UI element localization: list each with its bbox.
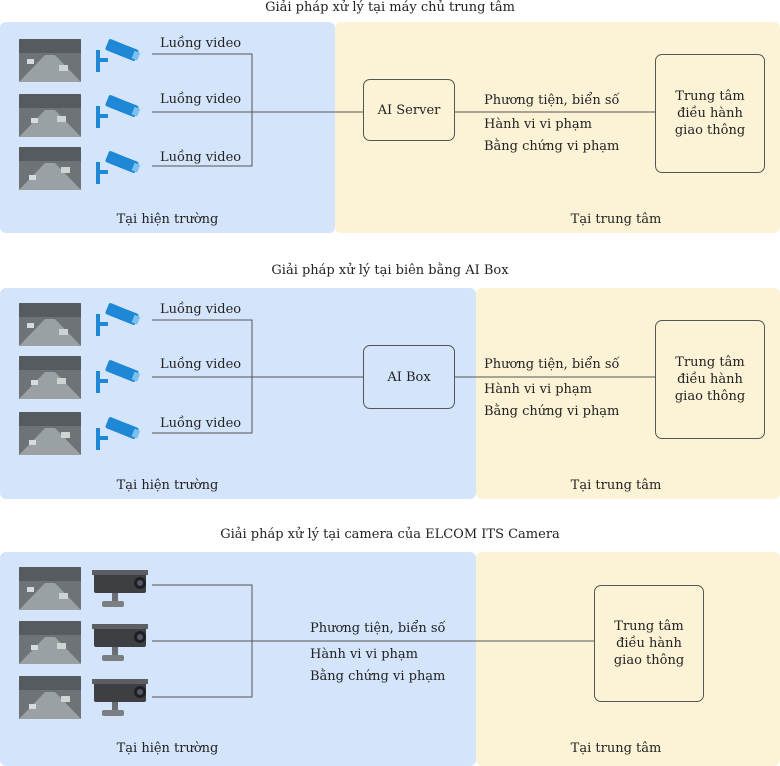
- stream-label: Luồng video: [160, 36, 242, 51]
- output-label: Bằng chứng vi phạm: [484, 139, 620, 154]
- field-label: Tại hiện trường: [116, 478, 219, 493]
- its-box-camera-icon: [88, 676, 152, 724]
- traffic-control-center-box: Trung tâm điều hành giao thông: [655, 320, 765, 439]
- output-label: Hành vi vi phạm: [310, 647, 419, 662]
- stream-label: Luồng video: [160, 357, 242, 372]
- its-box-camera-icon: [88, 567, 152, 615]
- section-1-feed-1: [19, 39, 81, 82]
- section-1-feed-2: [19, 94, 81, 137]
- ai-server-box: AI Server: [363, 79, 455, 141]
- stream-label: Luồng video: [160, 416, 242, 431]
- ai-box: AI Box: [363, 345, 455, 409]
- field-label: Tại hiện trường: [116, 212, 219, 227]
- cctv-camera-icon: [94, 302, 142, 342]
- road-thumbnail-icon: [19, 567, 81, 610]
- section-3-feed-1: [19, 567, 81, 610]
- section-1-title: Giải pháp xử lý tại máy chủ trung tâm: [265, 0, 515, 15]
- output-label: Hành vi vi phạm: [484, 117, 593, 132]
- stream-label: Luồng video: [160, 92, 242, 107]
- cctv-camera-icon: [94, 359, 142, 399]
- road-thumbnail-icon: [19, 303, 81, 346]
- road-thumbnail-icon: [19, 676, 81, 719]
- road-thumbnail-icon: [19, 94, 81, 137]
- field-label: Tại hiện trường: [116, 741, 219, 756]
- output-label: Bằng chứng vi phạm: [310, 669, 446, 684]
- cctv-camera-icon: [94, 150, 142, 190]
- cctv-camera-icon: [94, 94, 142, 134]
- section-2-feed-3: [19, 412, 81, 455]
- stream-label: Luồng video: [160, 302, 242, 317]
- traffic-control-center-box: Trung tâm điều hành giao thông: [655, 54, 765, 173]
- output-label: Phương tiện, biển số: [310, 621, 446, 636]
- road-thumbnail-icon: [19, 621, 81, 664]
- its-box-camera-icon: [88, 621, 152, 669]
- cctv-camera-icon: [94, 38, 142, 78]
- road-thumbnail-icon: [19, 39, 81, 82]
- road-thumbnail-icon: [19, 356, 81, 399]
- cctv-camera-icon: [94, 416, 142, 456]
- road-thumbnail-icon: [19, 147, 81, 190]
- section-3-feed-2: [19, 621, 81, 664]
- section-1-feed-3: [19, 147, 81, 190]
- section-3-title: Giải pháp xử lý tại camera của ELCOM ITS Camera: [220, 527, 560, 542]
- output-label: Phương tiện, biển số: [484, 93, 620, 108]
- output-label: Hành vi vi phạm: [484, 382, 593, 397]
- center-label: Tại trung tâm: [570, 478, 662, 493]
- center-label: Tại trung tâm: [570, 741, 662, 756]
- section-2-feed-2: [19, 356, 81, 399]
- traffic-control-center-box: Trung tâm điều hành giao thông: [594, 585, 704, 702]
- output-label: Bằng chứng vi phạm: [484, 404, 620, 419]
- stream-label: Luồng video: [160, 150, 242, 165]
- road-thumbnail-icon: [19, 412, 81, 455]
- output-label: Phương tiện, biển số: [484, 357, 620, 372]
- center-label: Tại trung tâm: [570, 212, 662, 227]
- section-2-feed-1: [19, 303, 81, 346]
- section-3-feed-3: [19, 676, 81, 719]
- section-2-title: Giải pháp xử lý tại biên bằng AI Box: [271, 263, 509, 278]
